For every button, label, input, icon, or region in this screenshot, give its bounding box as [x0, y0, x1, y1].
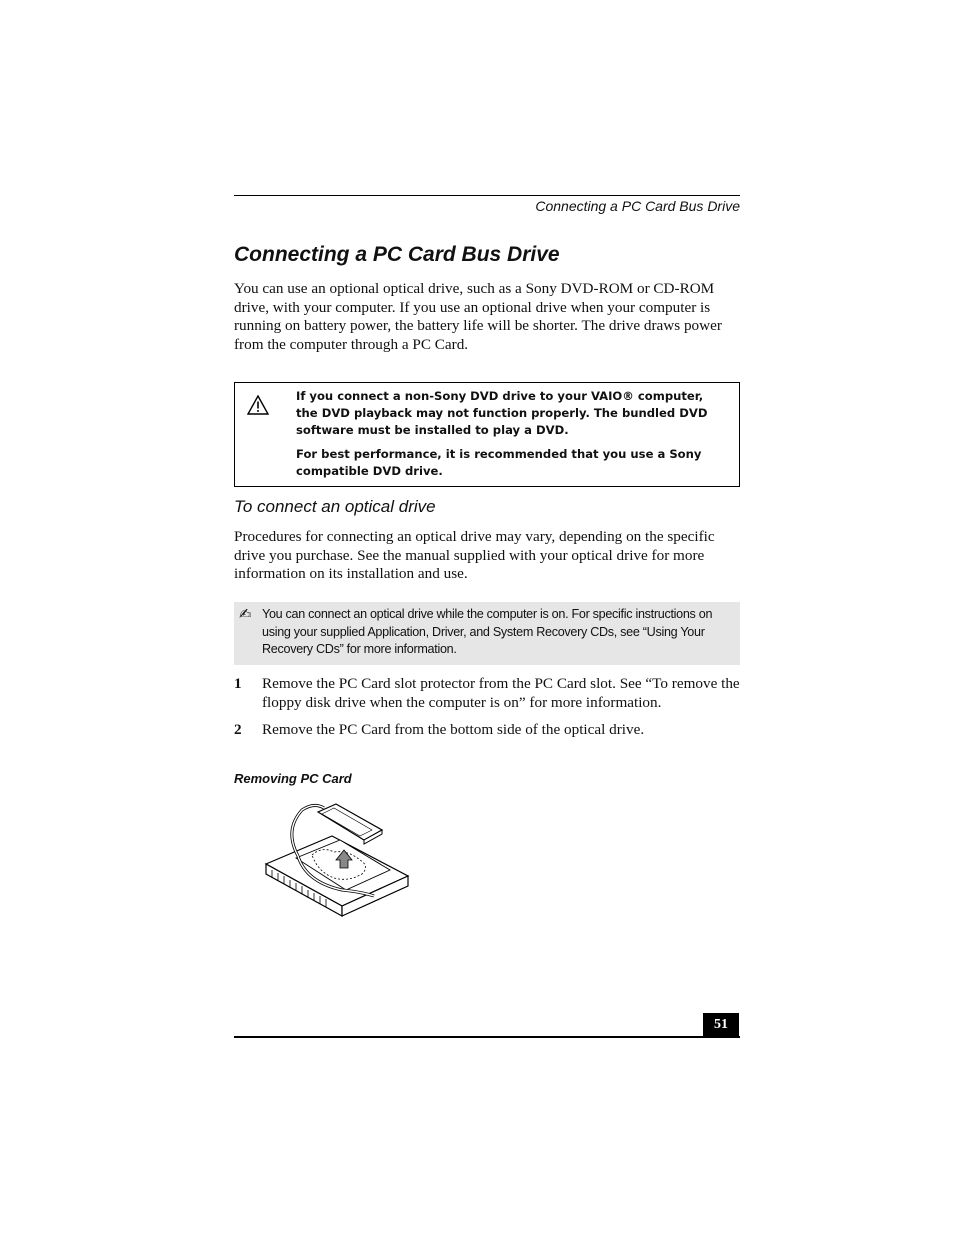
step-number: 2	[234, 721, 242, 738]
footer-rule	[234, 1036, 740, 1038]
figure-caption: Removing PC Card	[234, 771, 352, 786]
step-text: Remove the PC Card slot protector from the PC Card slot. See “To remove the floppy disk drive when the computer is on” for more information.	[262, 675, 740, 711]
page-number: 51	[703, 1013, 739, 1036]
step-text: Remove the PC Card from the bottom side of the optical drive.	[262, 721, 645, 738]
header-rule	[234, 195, 740, 196]
warning-text-1: If you connect a non-Sony DVD drive to your VAIO® computer, the DVD playback may not function properly. The bundled DVD software must be installed to play a DVD.	[296, 389, 708, 437]
note-text: You can connect an optical drive while the computer is on. For specific instructions on using your supplied Application, Driver, and System Recovery CDs, see “Using Your Recovery CDs” for more information.	[262, 607, 713, 656]
page-title: Connecting a PC Card Bus Drive	[234, 243, 560, 266]
warning-triangle-icon	[247, 395, 269, 415]
warning-text-2: For best performance, it is recommended that you use a Sony compatible DVD drive.	[296, 447, 702, 478]
warning-box	[234, 382, 740, 487]
procedure-title: To connect an optical drive	[234, 497, 436, 516]
pencil-note-icon: ✍	[239, 605, 252, 623]
step-number: 1	[234, 675, 242, 692]
procedure-intro: Procedures for connecting an optical drive may vary, depending on the specific drive you purchase. See the manual supplied with your optical drive for more information on its installation and use.	[234, 528, 715, 583]
note-box	[234, 602, 740, 665]
running-head: Connecting a PC Card Bus Drive	[535, 198, 740, 214]
intro-paragraph: You can use an optional optical drive, such as a Sony DVD-ROM or CD-ROM drive, with your computer. If you use an optional drive when your computer is running on battery power, the battery life will be shorter. The drive draws power from the computer through a PC Card.	[234, 280, 722, 353]
pc-card-drive-illustration	[262, 800, 414, 924]
